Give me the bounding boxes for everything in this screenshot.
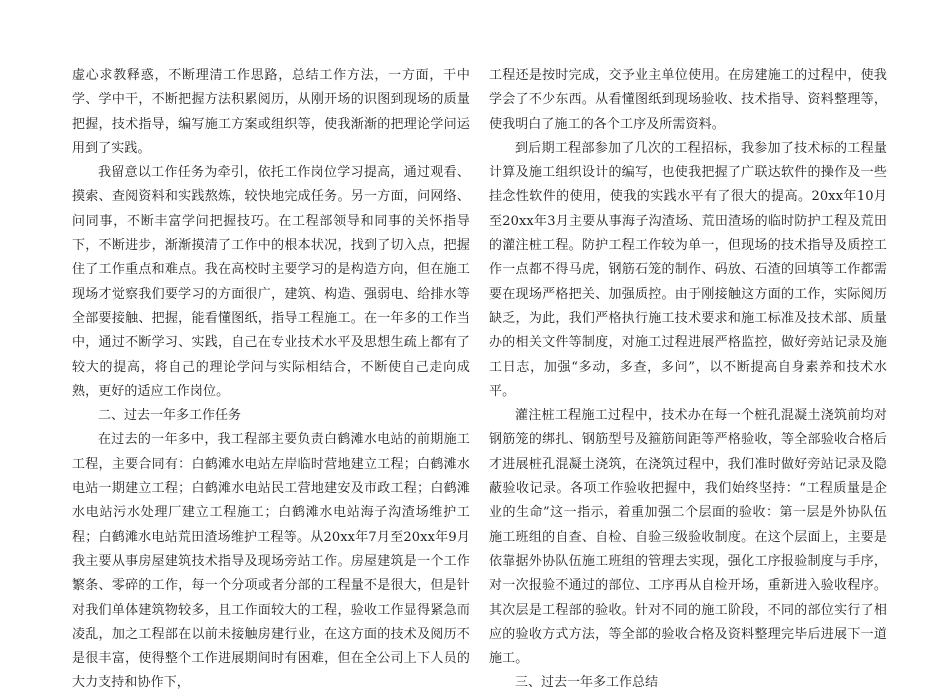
paragraph-pile-works: 灌注桩工程施工过程中，技术办在每一个桩孔混凝土浇筑前均对钢筋笼的绑扎、钢筋型号及箍筋间距等严格验收，等全部验收合格后才进展桩孔混凝土浇筑，在浇筑过程中，我们准时做好旁站记录及隐蔽验收记录。各项工作验收把握中，我们始终坚持：“工程质量是企业的生命”这一指示，着重加强二个层面的验收：第一层是外协队伍施工班组的自查、自检、自验三级验收制度。在这个层面上，主要是依靠据外协队伍施工班组的管理去实现，强化工序报验制度与手序，对一次报验不通过的部位、工序再从自检开场，重新进入验收程序。其次层是工程部的验收。针对不同的施工阶段，不同的部位实行了相应的验收方式方法，等全部的验收合格及资料整理完毕后进展下一道施工。 bbox=[489, 408, 887, 667]
right-column bbox=[489, 64, 887, 696]
paragraph-completion: 工程还是按时完成，交予业主单位使用。在房建施工的过程中，使我学会了不少东西。从看懂图纸到现场验收、技术指导、资料整理等，使我明白了施工的各个工序及所需资料。 bbox=[489, 68, 887, 132]
left-column bbox=[72, 64, 470, 696]
paragraph-task-driven-learning: 我留意以工作任务为牵引，依托工作岗位学习提高，通过观看、摸索、查阅资料和实践熬炼，较快地完成任务。另一方面，问网络、问同事，不断丰富学问把握技巧。在工程部领导和同事的关怀指导下，不断进步，渐渐摸清了工作中的根本状况，找到了切入点，把握住了工作重点和难点。我在高校时主要学习的是构造方向，但在施工现场才觉察我们要学习的方面很广，建筑、构造、强弱电、给排水等全部要接触、把握，能看懂图纸，指导工程施工。在一年多的工作当中，通过不断学习、实践，自己在专业技术水平及思想生疏上都有了较大的提高，将自己的理论学问与实际相结合，不断使自己走向成熟，更好的适应工作岗位。 bbox=[72, 165, 470, 399]
section-heading-summary: 三、过去一年多工作总结 bbox=[515, 675, 659, 691]
paragraph-past-tasks: 在过去的一年多中，我工程部主要负责白鹤滩水电站的前期施工工程，主要合同有：白鹤滩水电站左岸临时营地建立工程；白鹤滩水电站一期建立工程；白鹤滩水电站民工营地建安及市政工程；白鹤滩水电站污水处理厂建立工程施工；白鹤滩水电站海子沟渣场维护工程；白鹤滩水电站荒田渣场维护工程等。从20xx年7月至20xx年9月我主要从事房屋建筑技术指导及现场旁站工作。房屋建筑是一个工作繁条、零碎的工作，每一个分项或者分部的工程量不是很大，但是针对我们单体建筑物较多，且工作面较大的工程，验收工作显得紧急而凌乱，加之工程部在以前未接触房建行业，在这方面的技术及阅历不是很丰富，使得整个工作进展期间时有困难，但在全公司上下人员的大力支持和协作下， bbox=[72, 432, 470, 691]
section-heading-past-tasks: 二、过去一年多工作任务 bbox=[98, 408, 242, 424]
paragraph-learning-methods: 虚心求教释惑，不断理清工作思路，总结工作方法，一方面，干中学、学中干，不断把握方法积累阅历，从刚开场的识图到现场的质量把握，技术指导，编写施工方案或组织等，使我渐渐的把理论学问运用到了实践。 bbox=[72, 68, 470, 156]
paragraph-tendering: 到后期工程部参加了几次的工程招标，我参加了技术标的工程量计算及施工组织设计的编写，也使我把握了广联达软件的操作及一些挂念性软件的使用，使我的实践水平有了很大的提高。20xx年10月至20xx年3月主要从事海子沟渣场、荒田渣场的临时防护工程及荒田的灌注桩工程。防护工程工作较为单一，但现场的技术指导及质控工作一点都不得马虎，钢筋石笼的制作、码放、石渣的回填等工作都需要在现场严格把关、加强质控。由于刚接触这方面的工作，实际阅历缺乏，为此，我们严格执行施工技术要求和施工标准及技术部、质量办的相关文件等制度，对施工过程进展严格监控，做好旁站记录及施工日志，加强“多动，多查，多问”，以不断提高自身素养和技术水平。 bbox=[489, 140, 887, 399]
